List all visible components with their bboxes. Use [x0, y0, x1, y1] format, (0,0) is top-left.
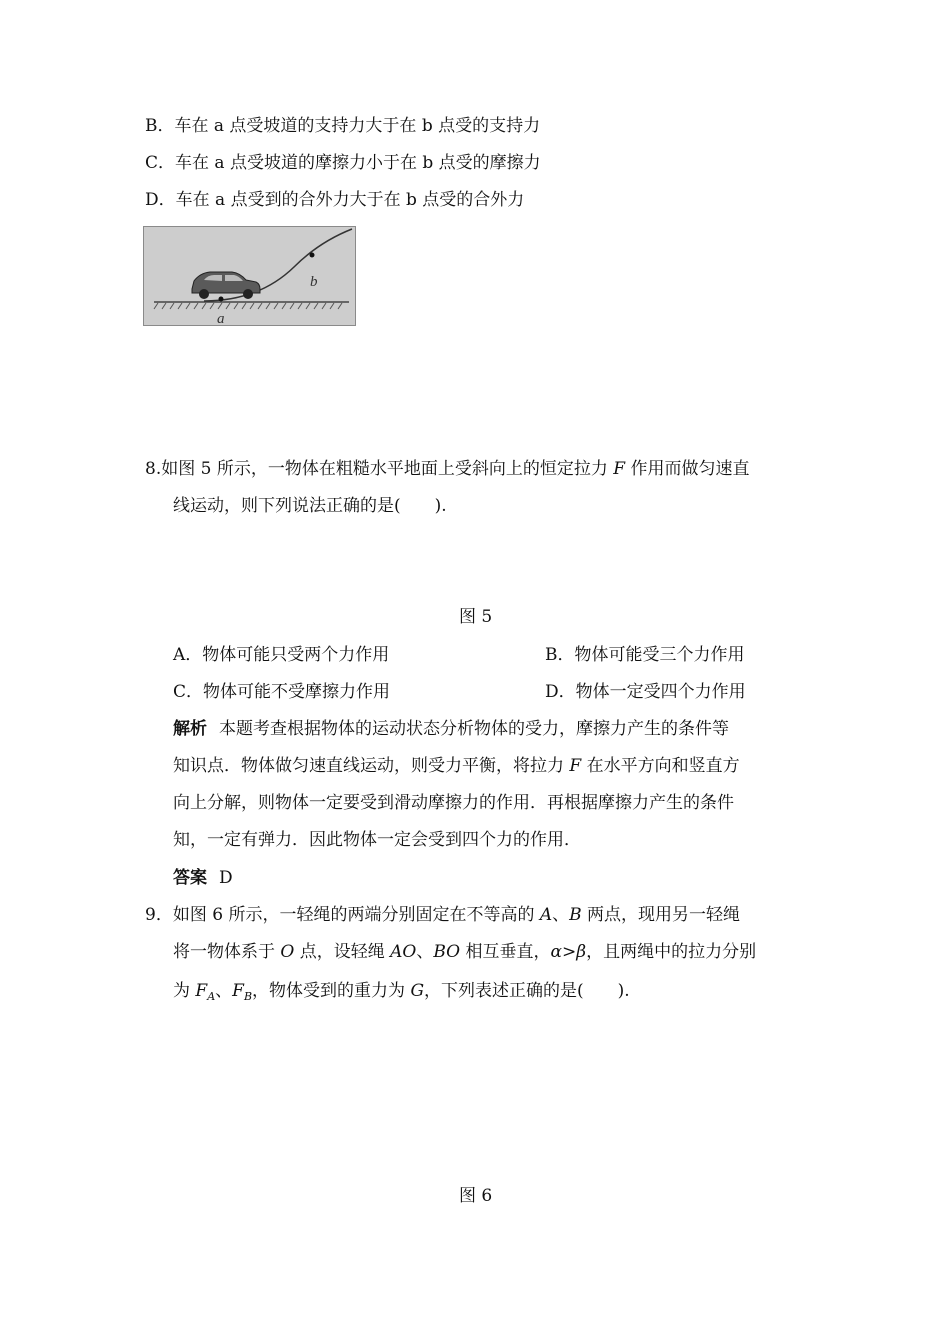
- q9-sep-3: 、: [215, 981, 233, 1001]
- q9-var-bo: BO: [433, 942, 461, 962]
- q9-var-ao: AO: [390, 942, 417, 962]
- car-icon: [192, 272, 260, 299]
- q7-option-b: B．车在 a 点受坡道的支持力大于在 b 点受的支持力: [145, 116, 541, 136]
- q8-option-a: A．物体可能只受两个力作用: [173, 645, 390, 665]
- q8-option-d: D．物体一定受四个力作用: [545, 682, 746, 702]
- q9-text-1a: 9．如图 6 所示，一轻绳的两端分别固定在不等高的: [145, 905, 540, 925]
- analysis-label: 解析: [173, 719, 207, 739]
- q9-var-alpha: α: [550, 942, 563, 962]
- q9-gt: >: [562, 942, 577, 962]
- q9-sep-2: 、: [416, 942, 434, 962]
- q8-stem-line2: 线运动，则下列说法正确的是( ).: [173, 496, 447, 516]
- analysis-text-2b: 在水平方向和竖直方: [581, 756, 740, 776]
- q8-var-f: F: [613, 459, 626, 479]
- q8-analysis-line4: 知，一定有弹力．因此物体一定会受到四个力的作用．: [173, 830, 581, 850]
- q9-stem-line3: [173, 979, 630, 1003]
- q9-sub-b: B: [243, 990, 253, 1003]
- q9-text-2d: ，且两绳中的拉力分别: [586, 942, 757, 962]
- q9-text-2c: 相互垂直，: [460, 942, 551, 962]
- q8-stem-line1: [145, 457, 749, 481]
- q8-stem-text-2: 作用而做匀速直: [625, 459, 750, 479]
- q8-answer: [173, 866, 233, 890]
- q9-text-2a: 将一物体系于: [173, 942, 281, 962]
- q9-text-3a: 为: [173, 981, 196, 1001]
- point-a-marker: [219, 297, 224, 302]
- q8-analysis-line2: [173, 754, 740, 778]
- answer-value: D: [219, 868, 233, 888]
- analysis-text-2a: 知识点．物体做匀速直线运动，则受力平衡，将拉力: [173, 756, 570, 776]
- point-b-marker: [310, 253, 315, 258]
- q7-option-c: C．车在 a 点受坡道的摩擦力小于在 b 点受的摩擦力: [145, 153, 541, 173]
- label-a: a: [217, 311, 225, 325]
- q9-text-1b: 两点，现用另一轻绳: [581, 905, 741, 925]
- q9-var-fa: F: [195, 981, 208, 1001]
- q9-sep-1: 、: [552, 905, 570, 925]
- label-b: b: [310, 274, 318, 290]
- q9-var-beta: β: [576, 942, 587, 962]
- q7-option-d: D．车在 a 点受到的合外力大于在 b 点受的合外力: [145, 190, 525, 210]
- q9-stem-line2: [173, 940, 756, 964]
- answer-label: 答案: [173, 868, 207, 888]
- q9-var-g: G: [410, 981, 425, 1001]
- q8-option-c: C．物体可能不受摩擦力作用: [173, 682, 391, 702]
- q9-stem-line1: [145, 903, 740, 927]
- analysis-var-f: F: [569, 756, 582, 776]
- figure5-caption: 图 5: [459, 607, 493, 627]
- q8-option-b: B．物体可能受三个力作用: [545, 645, 745, 665]
- q9-sub-a: A: [207, 990, 216, 1003]
- q9-var-fb: F: [232, 981, 244, 1001]
- q9-text-3c: ，下列表述正确的是( ).: [424, 981, 630, 1001]
- q9-text-2b: 点，设轻绳: [294, 942, 391, 962]
- slope-car-drawing: [144, 227, 355, 325]
- figure6-caption: 图 6: [459, 1186, 493, 1206]
- q8-stem-text-1: 8.如图 5 所示，一物体在粗糙水平地面上受斜向上的恒定拉力: [145, 459, 614, 479]
- q8-analysis-line1: [173, 717, 729, 741]
- q9-var-a: A: [539, 905, 553, 925]
- q8-analysis-line3: 向上分解，则物体一定要受到滑动摩擦力的作用．再根据摩擦力产生的条件: [173, 793, 734, 813]
- slope-car-figure: [143, 226, 356, 326]
- ground-hatch: [154, 303, 342, 309]
- q9-var-b: B: [569, 905, 582, 925]
- q9-text-3b: ，物体受到的重力为: [252, 981, 411, 1001]
- analysis-text-1: 本题考查根据物体的运动状态分析物体的受力，摩擦力产生的条件等: [219, 719, 729, 739]
- q9-var-o: O: [280, 942, 295, 962]
